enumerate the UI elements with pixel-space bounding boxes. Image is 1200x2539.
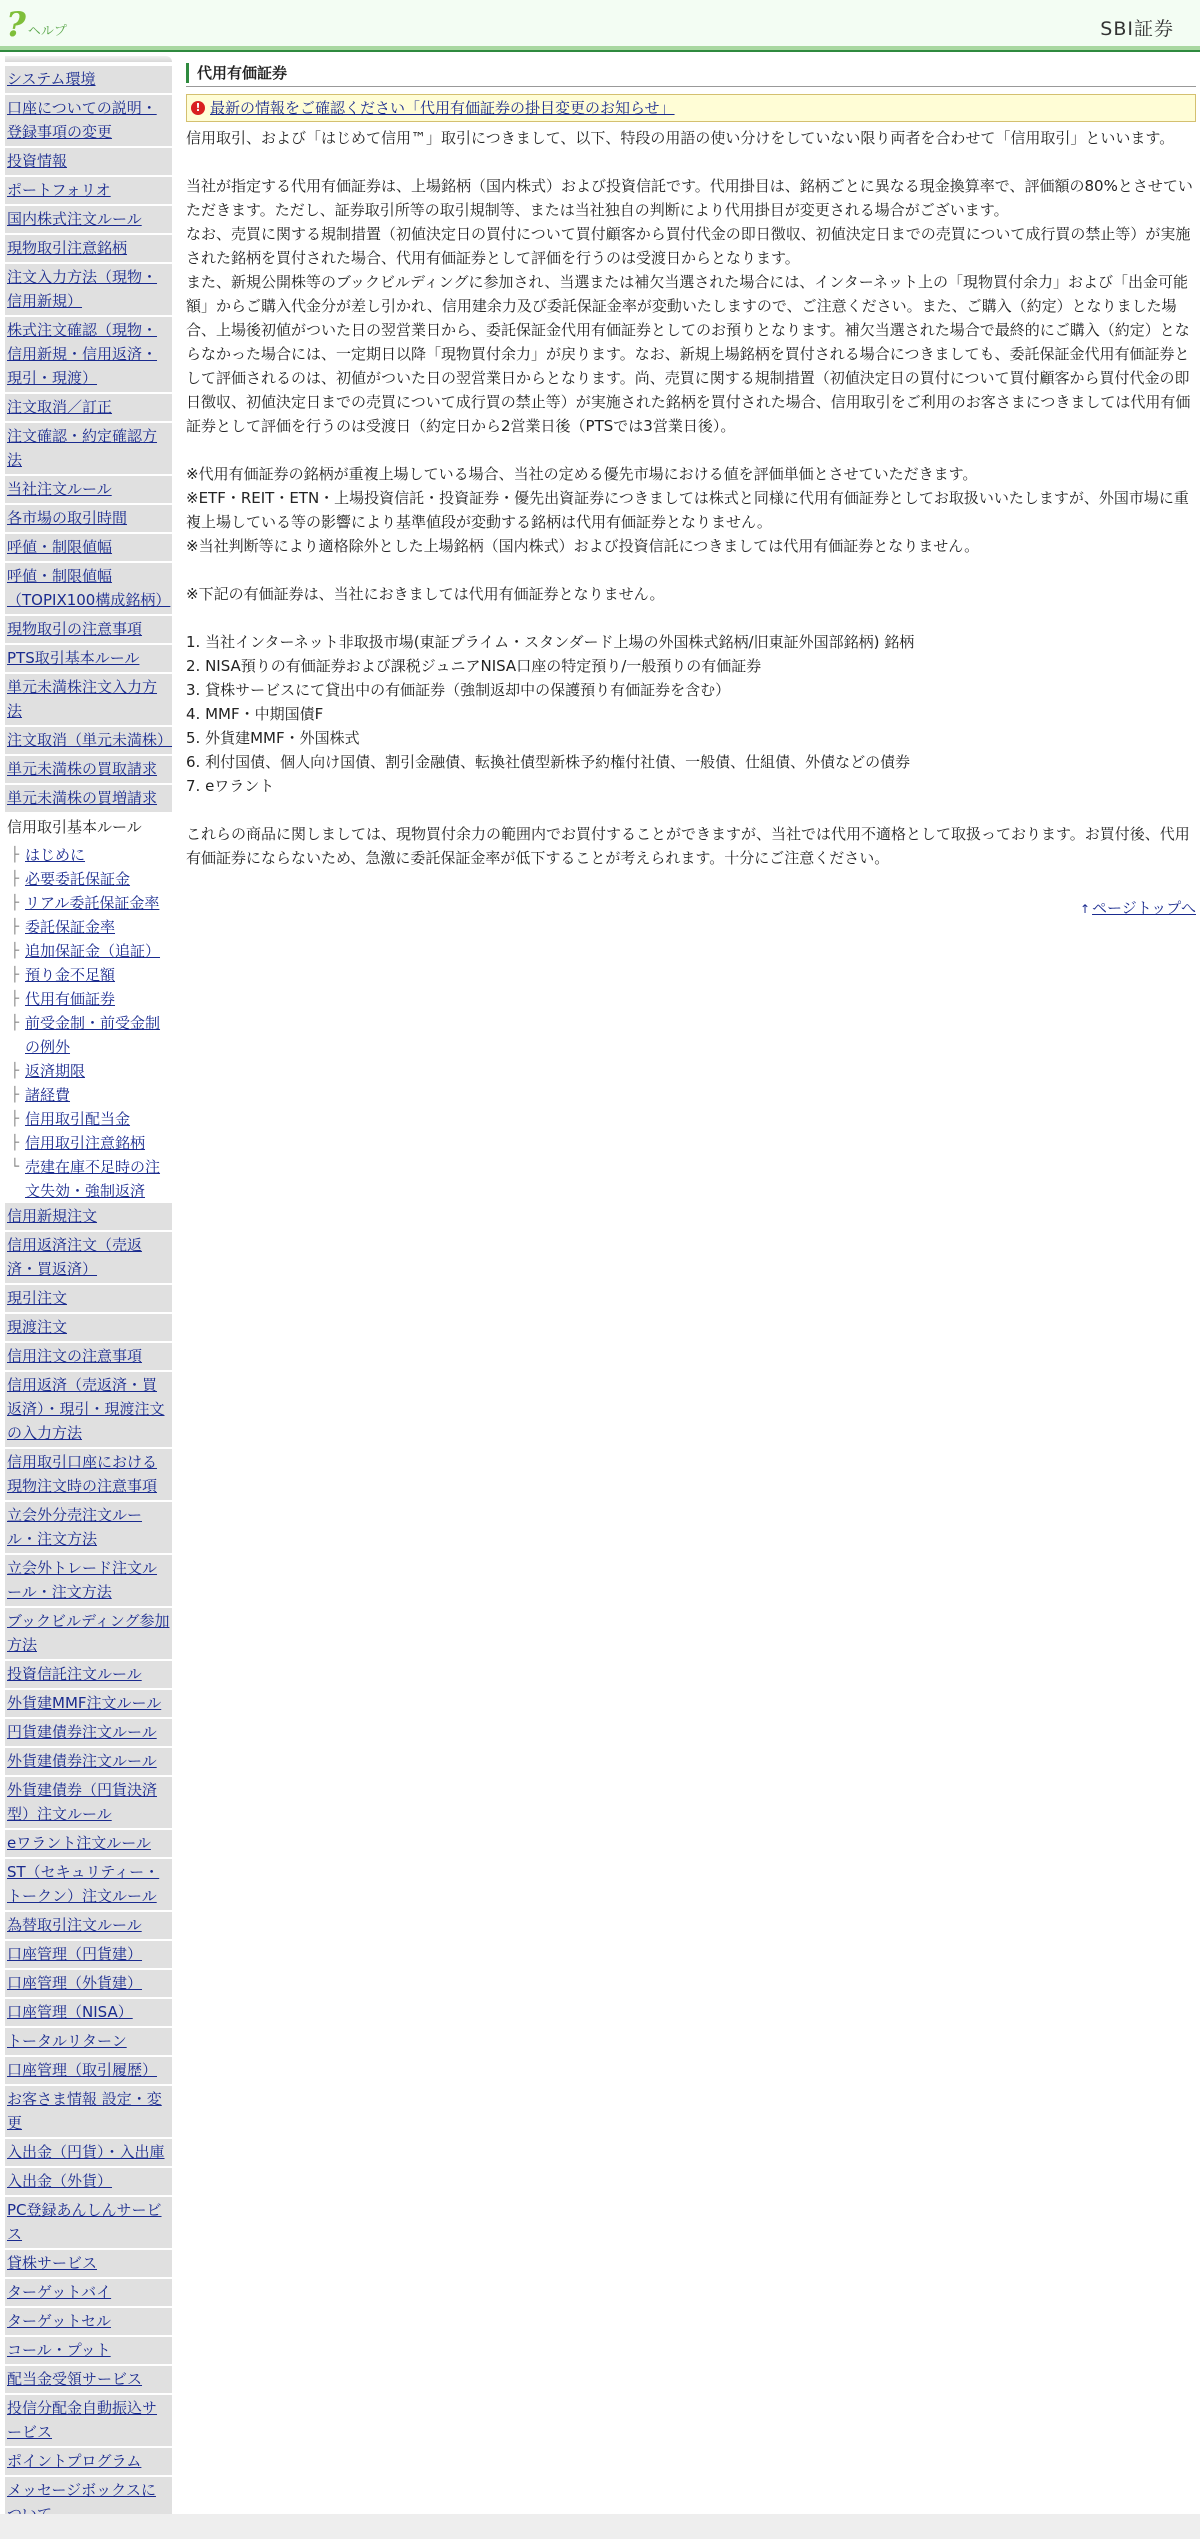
paragraph-definition: 当社が指定する代用有価証券は、上場銘柄（国内株式）および投資信託です。代用掛目は、銘柄ごとに異なる現金換算率で、評価額の80%とさせていただきます。ただし、証券取引所等の取引規制等、または当社独自の判断により代用掛目が変更される場合がございます。 [186,177,1193,219]
sidebar-item[interactable] [5,1372,172,1449]
sidebar-item[interactable] [5,1555,172,1608]
sidebar-item-link[interactable]: メッセージボックスに [7,2481,156,2499]
sidebar-subitem[interactable] [5,1011,172,1059]
note-etf-reit: ※ETF・REIT・ETN・上場投資信託・投資証券・優先出資証券につきましては株式と同様に代用有価証券としてお取扱いいたしますが、外国市場に重複上場している等の影響により基準値段が変動する銘柄は代用有価証券となりません。 [186,489,1189,531]
sidebar-item[interactable] [5,1449,172,1502]
sidebar-subitem-link[interactable]: 代用有価証券 [25,990,116,1008]
sidebar-item-link[interactable]: 投資情報 [7,152,68,170]
sidebar-item[interactable] [5,2279,172,2308]
sidebar-item[interactable] [5,1912,172,1941]
list-item: 2. NISA預りの有価証券および課税ジュニアNISA口座の特定預り/一般預りの有価証券 [186,657,762,675]
sidebar-group-after [5,1203,172,1661]
sidebar-subitem-link[interactable]: 追加保証金（追証） [25,942,161,960]
sidebar-subitem-link[interactable]: 預り金不足額 [25,966,116,984]
help-question-icon: ? [6,5,26,45]
sidebar-subitem[interactable] [5,939,172,963]
page-title: 代用有価証券 [186,63,1196,83]
sidebar-item-link[interactable]: 口座管理（取引履歴） [7,2061,158,2079]
sidebar-item[interactable] [5,756,172,785]
sidebar-subitem-link[interactable]: 売建在庫不足時の注文失効・強制返済 [25,1158,161,1200]
tree-branch-icon: ├ [10,991,20,1007]
tree-branch-icon: └ [10,1159,20,1175]
sidebar-subitem-link[interactable]: 信用取引配当金 [25,1110,131,1128]
sidebar-item[interactable] [5,235,172,264]
sidebar-item[interactable] [5,563,172,616]
sidebar-item[interactable] [5,1941,172,1970]
note-duplicate-listing: ※代用有価証券の銘柄が重複上場している場合、当社の定める優先市場における値を評価単価とさせていただきます。 [186,465,978,483]
tree-branch-icon: ├ [10,1015,20,1031]
notice-link[interactable]: 最新の情報をご確認ください「代用有価証券の掛目変更のお知らせ」 [210,99,675,117]
sidebar-item[interactable] [5,423,172,476]
sidebar-item-link[interactable]: 外貨建債券（円貨決済型）注文ルール [7,1781,158,1823]
sidebar-item[interactable] [5,2448,172,2477]
sidebar-item[interactable] [5,2057,172,2086]
sidebar-subitem-link[interactable]: 前受金制・前受金制の例外 [25,1014,161,1056]
sidebar-subitem-link[interactable]: リアル委託保証金率 [25,894,160,912]
sidebar-item-link[interactable]: 入出金（円貨）・入出庫 [7,2143,165,2161]
sidebar-item[interactable] [5,2197,172,2250]
sidebar-item-link[interactable]: 呼値・制限値幅（TOPIX100構成銘柄） [7,567,171,609]
sidebar-item-link[interactable]: 現渡注文 [7,1318,68,1336]
sidebar-item-link[interactable]: ST（セキュリティー・トークン）注文ルール [7,1863,160,1905]
sidebar-item-link[interactable]: 口座管理（外貨建） [7,1974,143,1992]
sidebar-item[interactable] [5,505,172,534]
sidebar-subitem-link[interactable]: 返済期限 [25,1062,86,1080]
sidebar-item[interactable] [5,1777,172,1830]
sidebar-item-link[interactable]: トータルリターン [7,2032,127,2050]
sidebar-subitem[interactable] [5,1107,172,1131]
list-item: 7. eワラント [186,777,275,795]
sidebar-item[interactable] [5,1285,172,1314]
tree-branch-icon: ├ [10,1087,20,1103]
sidebar-nav [5,56,172,2530]
sidebar-item-link[interactable]: コール・プット [7,2341,111,2359]
not-eligible-list [186,630,1196,798]
list-item: 6. 利付国債、個人向け国債、割引金融債、転換社債型新株予約権付社債、一般債、仕組債、外債などの債券 [186,753,911,771]
brand-logo: SBI証券 [1100,18,1174,40]
sidebar-subitem-link[interactable]: はじめに [25,846,86,864]
page-top-link-row [186,896,1196,921]
footer-strip [0,2514,1200,2539]
sidebar-item[interactable] [5,317,172,394]
help-label: ヘルプ [27,24,67,39]
tree-branch-icon: ├ [10,1111,20,1127]
sidebar-item[interactable] [5,2168,172,2197]
sidebar-item[interactable] [5,66,172,95]
sidebar-item-link[interactable]: 口座についての説明・登録事項の変更 [7,99,157,141]
sidebar-item-link[interactable]: お客さま情報 設定・変更 [7,2090,162,2132]
sidebar-subitem[interactable] [5,1155,172,1203]
sidebar-item-link[interactable]: eワラント注文ルール [7,1834,151,1852]
sidebar-item[interactable] [5,1830,172,1859]
sidebar-item-link[interactable]: 単元未満株の買取請求 [7,760,158,778]
sidebar-subitem-link[interactable]: 諸経費 [25,1086,71,1104]
tree-branch-icon: ├ [10,847,20,863]
sidebar-item[interactable] [5,206,172,235]
sidebar-item-link[interactable]: 外貨建MMF注文ルール [7,1694,162,1712]
sidebar-item[interactable] [5,2337,172,2366]
sidebar-item-link[interactable]: 現物取引の注意事項 [7,620,143,638]
sidebar-item-link[interactable]: 現物取引注意銘柄 [7,239,128,257]
sidebar-subitems [5,843,172,1203]
sidebar-top-cap [5,56,172,62]
note-not-eligible: ※下記の有価証券は、当社におきましては代用有価証券となりません。 [186,585,665,603]
sidebar-item[interactable] [5,2308,172,2337]
sidebar-item-link[interactable]: 現引注文 [7,1289,68,1307]
sidebar-item-link[interactable]: ブックビルディング参加方法 [7,1612,170,1654]
paragraph-bookbuilding: また、新規公開株等のブックビルディングに参加され、当選または補欠当選された場合には、インターネット上の「現物買付余力」および「出金可能額」からご購入代金分が差し引かれ、信用建余力及び委託保証金率が変動いたしますので、ご注意ください。また、ご購入（約定）となりました場合、上場後初値がついた日の翌営業日から、委託保証金代用有価証券としてのお預りとなります。補欠当選された場合で最終的にご購入（約定）とならなかった場合には、一定期日以降「現物買付余力」が戻ります。なお、新規上場銘柄を買付される場合につきましても、委託保証金代用有価証券として評価されるのは、初値がついた日の翌営業日からとなります。尚、売買に関する規制措置（初値決定日の買付について買付顧客から買付代金の即日徴収、初値決定日までの売買について成行買の禁止等）が実施された銘柄を買付された場合、信用取引をご利用のお客さまにつきましては代用有価証券として評価を行うのは受渡日（約定日から2営業日後（PTSでは3営業日後）。 [186,273,1191,435]
sidebar-item[interactable] [5,645,172,674]
sidebar-item-link[interactable]: 入出金（外貨） [7,2172,113,2190]
sidebar-item-link[interactable]: 信用新規注文 [7,1207,98,1225]
sidebar-subitem[interactable] [5,1059,172,1083]
sidebar-item-link[interactable]: PTS取引基本ルール [7,649,140,667]
tree-branch-icon: ├ [10,1135,20,1151]
sidebar-subitem[interactable] [5,891,172,915]
sidebar-item-link[interactable]: 信用取引口座における現物注文時の注意事項 [7,1453,158,1495]
sidebar-group-before [5,66,172,814]
tree-branch-icon: ├ [10,967,20,983]
sidebar-item-link[interactable]: 注文取消／訂正 [7,398,113,416]
sidebar-item-link[interactable]: ポイントプログラム [7,2452,142,2470]
sidebar-subitem[interactable] [5,843,172,867]
sidebar-item[interactable] [5,1719,172,1748]
sidebar-item[interactable] [5,1314,172,1343]
sidebar-item-link[interactable]: 呼値・制限値幅 [7,538,113,556]
header-bar [0,0,1200,50]
sidebar-item-link[interactable]: 各市場の取引時間 [7,509,128,527]
sidebar-item-link[interactable]: システム環境 [7,70,96,88]
sidebar-current-label: 信用取引基本ルール [7,818,142,836]
sidebar-item[interactable] [5,1343,172,1372]
sidebar-subitem-link[interactable]: 委託保証金率 [25,918,116,936]
sidebar-subitem[interactable] [5,915,172,939]
main-content [186,63,1196,921]
sidebar-item[interactable] [5,1203,172,1232]
sidebar-subitem-link[interactable]: 信用取引注意銘柄 [25,1134,146,1152]
sidebar-subitem[interactable] [5,1083,172,1107]
sidebar-item-link[interactable]: 立会外分売注文ルール・注文方法 [7,1506,143,1548]
sidebar-item-link[interactable]: 貸株サービス [7,2254,98,2272]
sidebar-item-link[interactable]: ターゲットバイ [7,2283,112,2301]
closing-paragraph: これらの商品に関しましては、現物買付余力の範囲内でお買付することができますが、当社では代用不適格として取扱っております。お買付後、代用有価証券にならないため、急激に委託保証金率が低下することが考えられます。十分にご注意ください。 [186,825,1190,867]
sidebar-item[interactable] [5,674,172,727]
sidebar-item-link[interactable]: 立会外トレード注文ルール・注文方法 [7,1559,158,1601]
help-logo[interactable] [6,5,67,45]
sidebar-item[interactable] [5,2395,172,2448]
sidebar-item-link[interactable]: 株式注文確認（現物・信用新規・信用返済・現引・現渡） [7,321,158,387]
page-top-link[interactable]: ページトップへ [1092,899,1196,917]
sidebar-item[interactable] [5,727,172,756]
sidebar-item-link[interactable]: 信用注文の注意事項 [7,1347,143,1365]
sidebar-subitem-link[interactable]: 必要委託保証金 [25,870,131,888]
sidebar-subitem[interactable] [5,1131,172,1155]
up-arrow-icon: ↑ [1079,902,1091,916]
sidebar-item[interactable] [5,2086,172,2139]
sidebar-item[interactable] [5,95,172,148]
sidebar-item[interactable] [5,1232,172,1285]
sidebar-item[interactable] [5,2366,172,2395]
sidebar-item-link[interactable]: 当社注文ルール [7,480,112,498]
sidebar-item-link[interactable]: 外貨建債券注文ルール [7,1752,157,1770]
sidebar-item-link[interactable]: 円貨建債券注文ルール [7,1723,157,1741]
sidebar-subitem[interactable] [5,963,172,987]
sidebar-item[interactable] [5,2250,172,2279]
sidebar-item-link[interactable]: 信用返済注文（売返済・買返済） [7,1236,143,1278]
sidebar-item-link[interactable]: 投資信託注文ルール [7,1665,142,1683]
sidebar-group-other [5,1661,172,2530]
tree-branch-icon: ├ [10,919,20,935]
sidebar-item[interactable] [5,1859,172,1912]
paragraph-restriction: なお、売買に関する規制措置（初値決定日の買付について買付顧客から買付代金の即日徴収、初値決定日までの売買について成行買の禁止等）が実施された銘柄を買付された場合、代用有価証券として評価を行うのは受渡日からとなります。 [186,225,1191,267]
sidebar-item-link[interactable]: 配当金受領サービス [7,2370,143,2388]
sidebar-item-link[interactable]: 単元未満株の買増請求 [7,789,158,807]
sidebar-item-link[interactable]: 口座管理（NISA） [7,2003,133,2021]
sidebar-item[interactable] [5,2139,172,2168]
sidebar-item-link[interactable]: 注文確認・約定確認方法 [7,427,158,469]
sidebar-item[interactable] [5,616,172,645]
header-divider [0,50,1200,52]
sidebar-item[interactable] [5,148,172,177]
sidebar-item[interactable] [5,264,172,317]
sidebar-subitem[interactable] [5,987,172,1011]
sidebar-item-link[interactable]: 為替取引注文ルール [7,1916,142,1934]
tree-branch-icon: ├ [10,871,20,887]
intro-paragraph: 信用取引、および「はじめて信用™」取引につきまして、以下、特段の用語の使い分けをしていない限り両者を合わせて「信用取引」といいます。 [186,129,1175,147]
sidebar-item-link[interactable]: 国内株式注文ルール [7,210,142,228]
sidebar-item-link[interactable]: 口座管理（円貨建） [7,1945,143,1963]
list-item: 4. MMF・中期国債F [186,705,324,723]
list-item: 3. 貸株サービスにて貸出中の有価証券（強制返却中の保護預り有価証券を含む） [186,681,731,699]
sidebar-item-link[interactable]: PC登録あんしんサービス [7,2201,162,2243]
sidebar-item[interactable] [5,476,172,505]
sidebar-item-link[interactable]: 信用返済（売返済・買返済）・現引・現渡注文の入力方法 [7,1376,165,1442]
title-divider [186,86,1196,87]
sidebar-subitem[interactable] [5,867,172,891]
sidebar-item[interactable] [5,2028,172,2057]
tree-branch-icon: ├ [10,1063,20,1079]
sidebar-item[interactable] [5,394,172,423]
sidebar-item-link[interactable]: ターゲットセル [7,2312,111,2330]
list-item: 1. 当社インターネット非取扱市場(東証プライム・スタンダード上場の外国株式銘柄/旧東証外国部銘柄) 銘柄 [186,633,915,651]
sidebar-item[interactable] [5,1608,172,1661]
notice-box [186,94,1196,122]
sidebar-item-link[interactable]: 注文取消（単元未満株） [7,731,173,749]
note-excluded: ※当社判断等により適格除外とした上場銘柄（国内株式）および投資信託につきましては代用有価証券となりません。 [186,537,980,555]
sidebar-item[interactable] [5,1690,172,1719]
sidebar-item-link[interactable]: 投信分配金自動振込サービス [7,2399,158,2441]
sidebar-item[interactable] [5,177,172,206]
tree-branch-icon: ├ [10,895,20,911]
sidebar-item[interactable] [5,1502,172,1555]
sidebar-item-current [5,814,172,843]
sidebar-item-link[interactable]: ポートフォリオ [7,181,111,199]
sidebar-item-link[interactable]: 注文入力方法（現物・信用新規） [7,268,158,310]
sidebar-item[interactable] [5,1970,172,1999]
sidebar-item[interactable] [5,1748,172,1777]
list-item: 5. 外貨建MMF・外国株式 [186,729,360,747]
alert-icon: ! [191,101,205,115]
sidebar-item-link[interactable]: 単元未満株注文入力方法 [7,678,158,720]
sidebar-item[interactable] [5,785,172,814]
sidebar-item[interactable] [5,1661,172,1690]
sidebar-item[interactable] [5,534,172,563]
sidebar-item[interactable] [5,1999,172,2028]
tree-branch-icon: ├ [10,943,20,959]
